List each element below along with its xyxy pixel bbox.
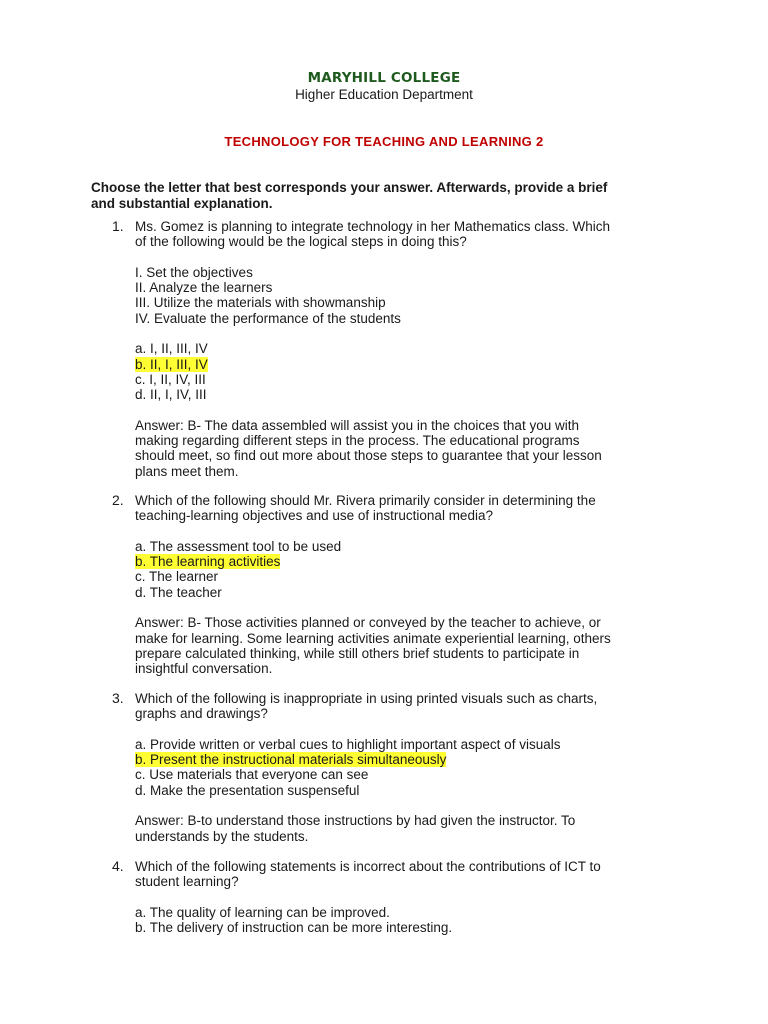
- step-item: IV. Evaluate the performance of the students: [135, 310, 401, 326]
- question-stem-line: Which of the following should Mr. Rivera primarily consider in determining the: [135, 493, 596, 508]
- question-number: 3.: [112, 690, 124, 706]
- answer-line: prepare calculated thinking, while still others brief students to participate in: [135, 645, 580, 661]
- question-stem-line: graphs and drawings?: [135, 706, 268, 722]
- answer-line: understands by the students.: [135, 828, 309, 844]
- question-number: 2.: [112, 492, 124, 508]
- question-body: [135, 859, 675, 935]
- answer-line: Answer: B- The data assembled will assist you in the choices that you with: [135, 417, 579, 433]
- answer-line: making regarding different steps in the process. The educational programs: [135, 433, 580, 449]
- choice-a: a. Provide written or verbal cues to highlight important aspect of visuals: [135, 736, 561, 752]
- choice-c: c. The learner: [135, 569, 219, 585]
- question-body: [135, 493, 675, 677]
- question-body: [135, 691, 675, 844]
- answer-line: make for learning. Some learning activities animate experiential learning, others: [135, 630, 611, 646]
- question-stem-line: Which of the following statements is incorrect about the contributions of ICT to: [135, 859, 601, 874]
- question-number: 1.: [112, 218, 124, 234]
- choice-d: d. II, I, IV, III: [135, 387, 207, 403]
- choice-a: a. The assessment tool to be used: [135, 538, 342, 554]
- instructions-line: and substantial explanation.: [91, 196, 273, 211]
- choice-a: a. I, II, III, IV: [135, 341, 208, 357]
- instructions: [91, 180, 681, 212]
- question-number: 4.: [112, 858, 124, 874]
- question-stem-line: teaching-learning objectives and use of instructional media?: [135, 508, 493, 524]
- step-item: III. Utilize the materials with showmanship: [135, 295, 386, 311]
- choice-d: d. The teacher: [135, 584, 222, 600]
- choice-b-highlighted: b. II, I, III, IV: [135, 356, 208, 372]
- choice-b: b. The delivery of instruction can be more interesting.: [135, 920, 453, 936]
- choice-d: d. Make the presentation suspenseful: [135, 782, 360, 798]
- question-stem-line: Ms. Gomez is planning to integrate technology in her Mathematics class. Which: [135, 219, 610, 234]
- course-title: TECHNOLOGY FOR TEACHING AND LEARNING 2: [224, 134, 544, 149]
- answer-line: Answer: B- Those activities planned or conveyed by the teacher to achieve, or: [135, 615, 601, 631]
- answer-line: should meet, so find out more about those steps to guarantee that your lesson: [135, 448, 602, 464]
- step-item: II. Analyze the learners: [135, 280, 273, 296]
- question-stem-line: of the following would be the logical steps in doing this?: [135, 234, 467, 250]
- department-name: Higher Education Department: [295, 87, 473, 102]
- question-body: [135, 219, 675, 479]
- answer-line: plans meet them.: [135, 463, 239, 479]
- question-stem-line: student learning?: [135, 874, 239, 890]
- instructions-line: Choose the letter that best corresponds your answer. Afterwards, provide a brief: [91, 180, 608, 195]
- answer-line: insightful conversation.: [135, 661, 273, 677]
- choice-b-highlighted: b. Present the instructional materials simultaneously: [135, 752, 447, 768]
- question-stem-line: Which of the following is inappropriate in using printed visuals such as charts,: [135, 691, 598, 706]
- college-name: MARYHILL COLLEGE: [307, 70, 461, 86]
- choice-b-highlighted: b. The learning activities: [135, 554, 281, 570]
- step-item: I. Set the objectives: [135, 264, 253, 280]
- choice-c: c. I, II, IV, III: [135, 371, 206, 387]
- answer-line: Answer: B-to understand those instructions by had given the instructor. To: [135, 813, 576, 829]
- choice-a: a. The quality of learning can be improved.: [135, 904, 390, 920]
- choice-c: c. Use materials that everyone can see: [135, 767, 369, 783]
